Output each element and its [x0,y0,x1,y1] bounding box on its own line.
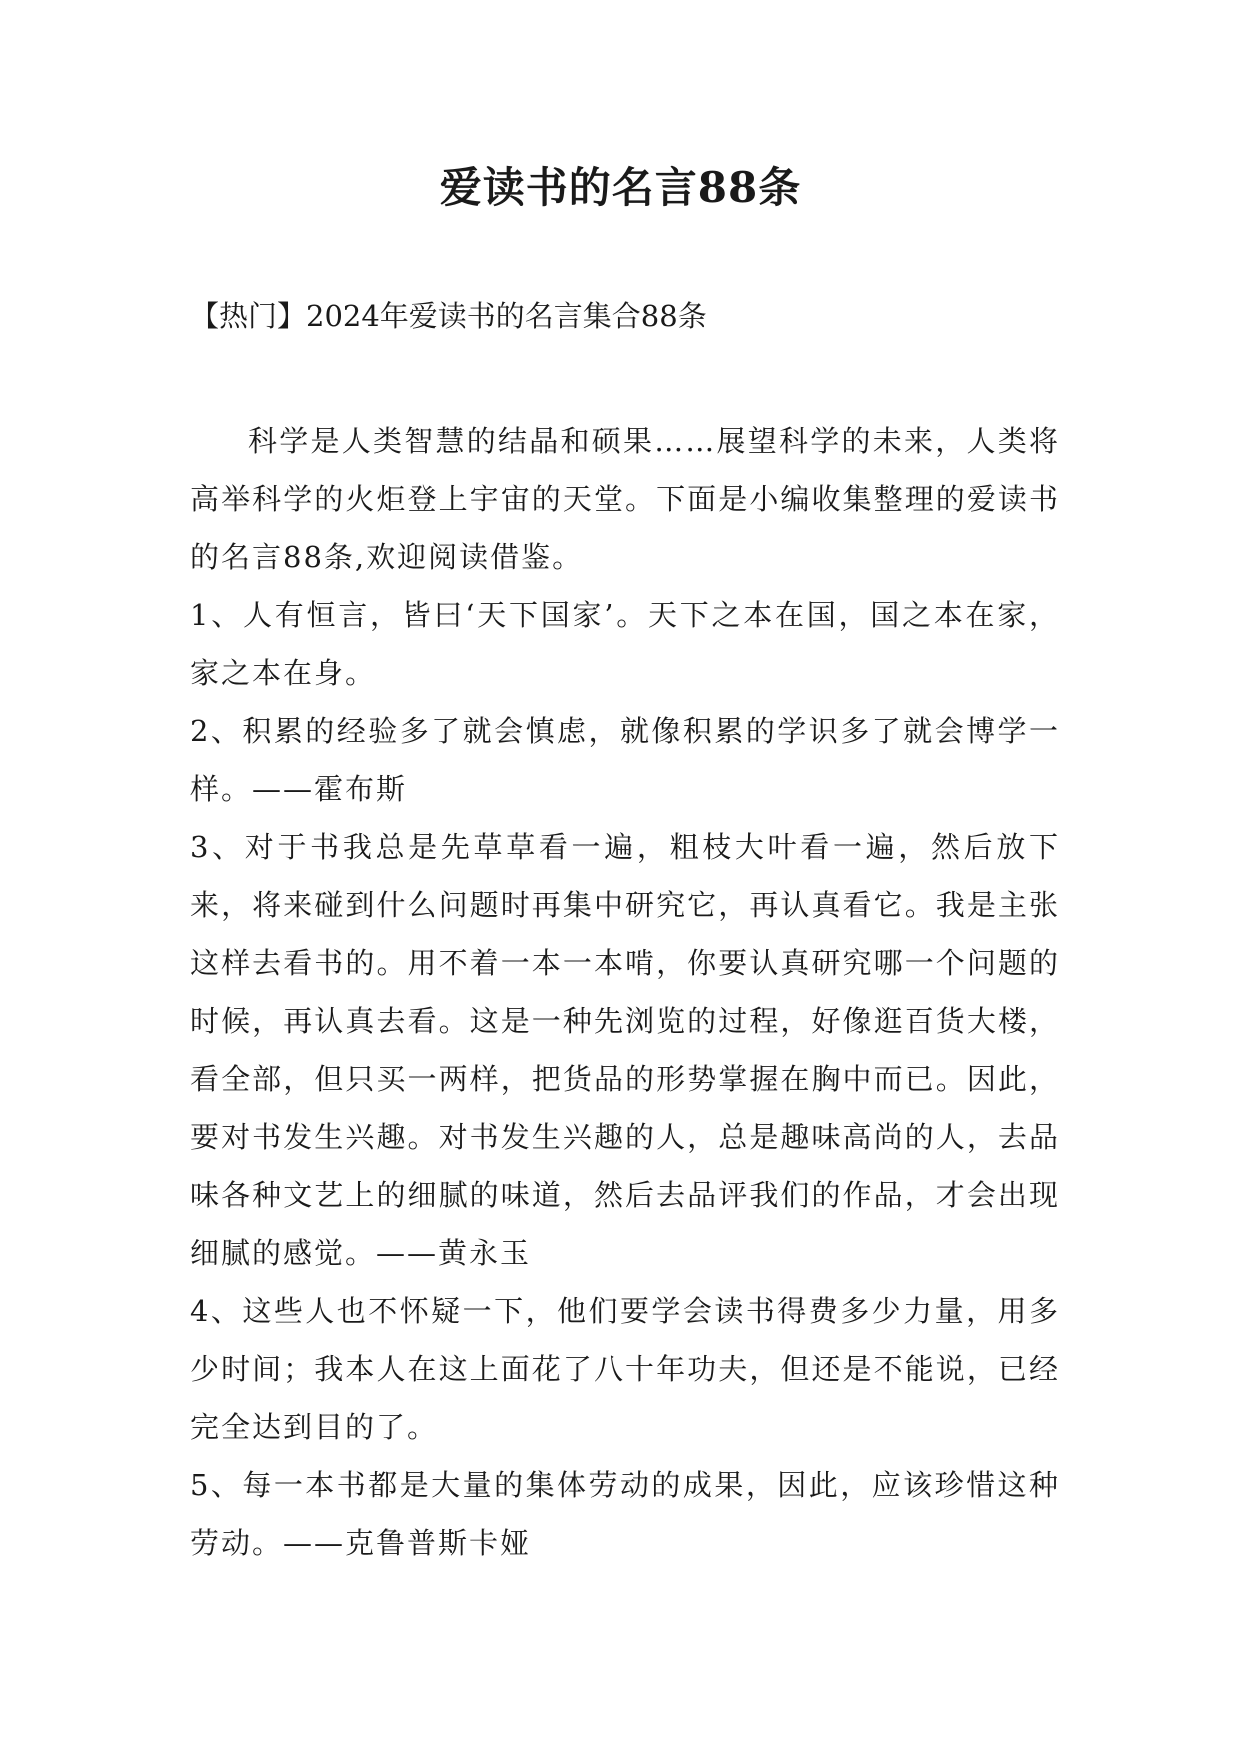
quote-paragraph-5: 5、每一本书都是大量的集体劳动的成果，因此，应该珍惜这种劳动。——克鲁普斯卡娅 [190,1468,1060,1560]
quote-paragraph-2: 2、积累的经验多了就会慎虑，就像积累的学识多了就会博学一样。——霍布斯 [190,714,1060,806]
quote-paragraph-3: 3、对于书我总是先草草看一遍，粗枝大叶看一遍，然后放下来，将来碰到什么问题时再集中研究它，再认真看它。我是主张这样去看书的。用不着一本一本啃，你要认真研究哪一个问题的时候，再认真去看。这是一种先浏览的过程，好像逛百货大楼，看全部，但只买一两样，把货品的形势掌握在胸中而已。因此，要对书发生兴趣。对书发生兴趣的人，总是趣味高尚的人，去品味各种文艺上的细腻的味道，然后去品评我们的作品，才会出现细腻的感觉。——黄永玉 [190,830,1060,1270]
intro-paragraph: 科学是人类智慧的结晶和硕果……展望科学的未来，人类将高举科学的火炬登上宇宙的天堂。下面是小编收集整理的爱读书的名言88条,欢迎阅读借鉴。 [190,424,1060,574]
document-body [190,412,1060,1572]
document-title: 爱读书的名言88条 [439,163,802,212]
quote-paragraph-1: 1、人有恒言，皆曰‘天下国家’。天下之本在国，国之本在家，家之本在身。 [190,598,1060,690]
quote-paragraph-4: 4、这些人也不怀疑一下，他们要学会读书得费多少力量，用多少时间；我本人在这上面花了八十年功夫，但还是不能说，已经完全达到目的了。 [190,1294,1060,1444]
document-subtitle: 【热门】2024年爱读书的名言集合88条 [190,299,707,333]
